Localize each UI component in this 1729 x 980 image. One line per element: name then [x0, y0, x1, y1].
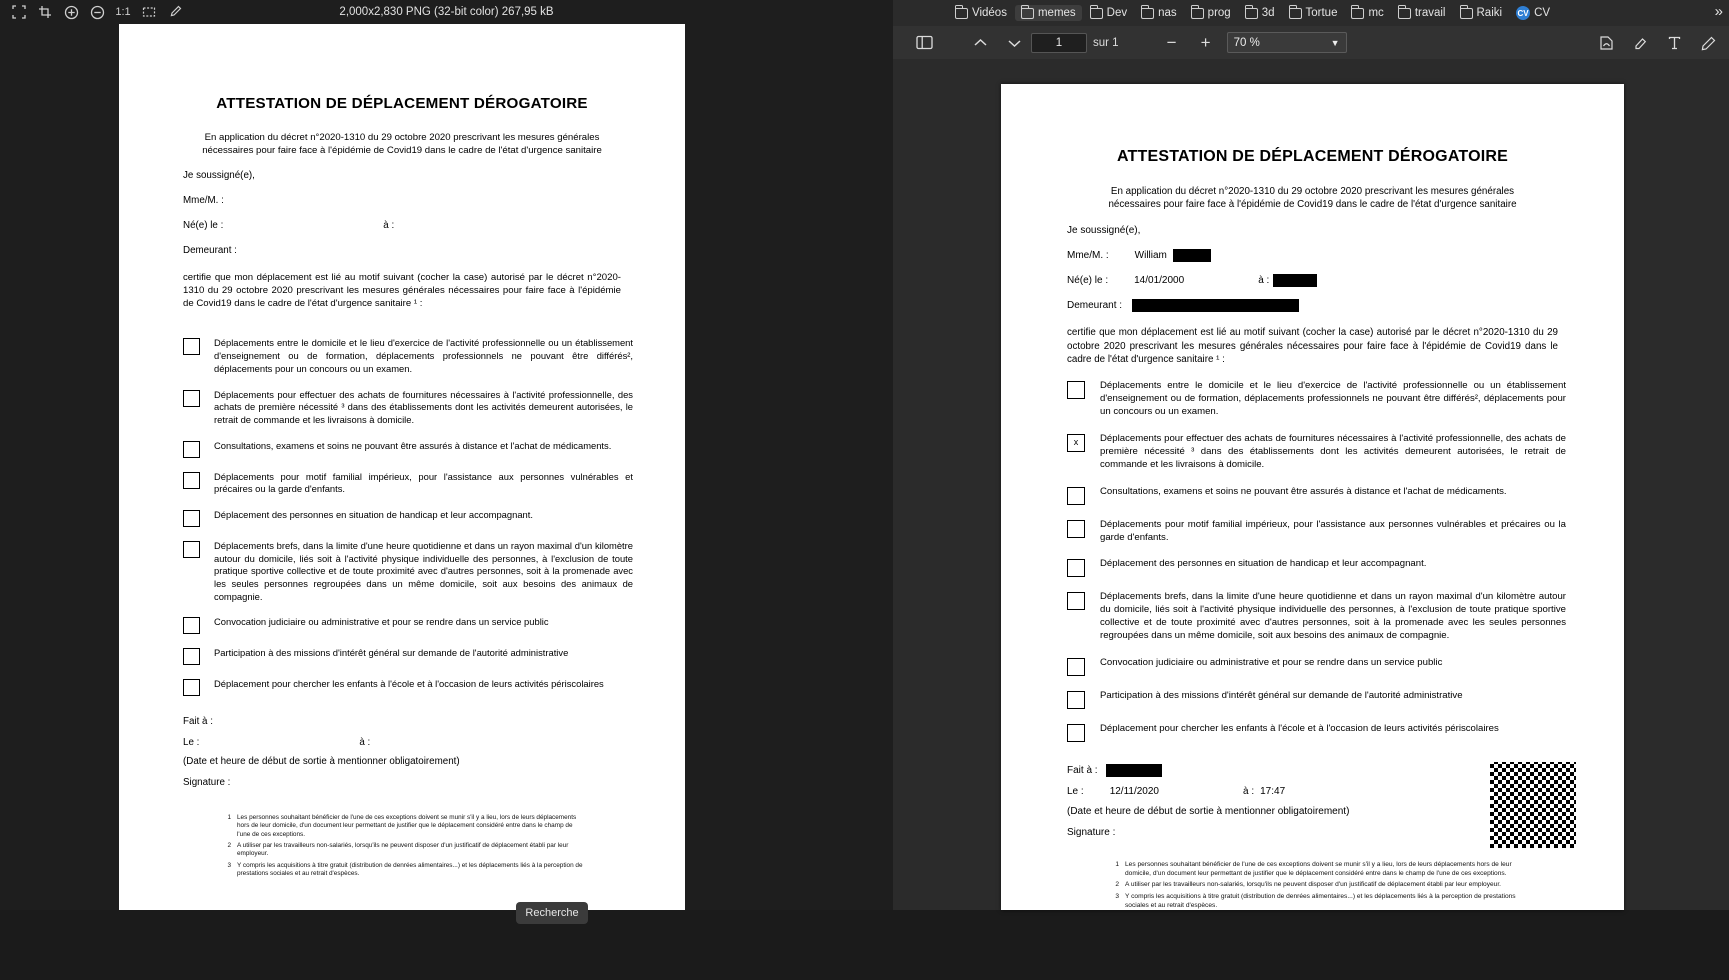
pdf-checkbox-9[interactable]: [1067, 724, 1085, 742]
pdf-checkbox-label-6: Déplacements brefs, dans la limite d'une heure quotidienne et dans un rayon maximal d'un kilomètre autour du domicile, liés soit à l'activité physique individuelle des personnes, à l'exclusion de toute pratique sportive collective et de toute proximité avec d'autres personnes, soit à la promenade avec les seules personnes regroupées dans un même domicile, soit aux besoins des animaux de compagnie.: [1100, 591, 1566, 642]
zoom-out-button[interactable]: −: [1166, 32, 1177, 52]
label-signature: Signature :: [183, 777, 231, 789]
label-fait-a: Fait à :: [183, 716, 213, 728]
note-item: [217, 862, 587, 879]
folder-icon: [1191, 8, 1204, 19]
folder-icon: [1398, 8, 1411, 19]
bookmarks-bar: [893, 0, 1729, 26]
value-demeurant-redacted: [1132, 299, 1299, 312]
pdf-doc-intro-line1: En application du décret n°2020-1310 du 29 octobre 2020 prescrivant les mesures générales: [1110, 186, 1515, 198]
folder-icon: [1090, 8, 1103, 19]
pdf-note-number: 2: [1115, 881, 1119, 889]
fit-screen-icon[interactable]: [6, 1, 32, 23]
pdf-field-mme-m: [1067, 249, 1624, 262]
toggle-sidebar-icon[interactable]: [907, 26, 941, 59]
doc-intro: [165, 132, 639, 158]
previous-page-icon[interactable]: [963, 26, 997, 59]
label-mme-m: Mme/M. :: [183, 194, 224, 206]
bookmark-nas[interactable]: [1135, 5, 1183, 21]
pdf-label-fait-a: Fait à :: [1067, 765, 1098, 777]
text-icon[interactable]: [1657, 26, 1691, 59]
pdf-note-text: Y compris les acquisitions à titre gratuit (distribution de denrées alimentaires...) et les déplacements liés à la perception de prestations sociales et au retrait d'espèces.: [1125, 893, 1516, 909]
pdf-doc-intro-line2: nécessaires pour faire face à l'épidémie de Covid19 dans le cadre de l'état d'urgence sanitaire: [1108, 199, 1517, 211]
pdf-checkbox-item[interactable]: [1067, 505, 1566, 545]
bookmark-memes[interactable]: [1015, 5, 1082, 21]
bookmark-label: memes: [1037, 7, 1076, 19]
pdf-checkbox-3[interactable]: [1067, 487, 1085, 505]
doc-intro-line2: nécessaires pour faire face à l'épidémie de Covid19 dans le cadre de l'état d'urgence sanitaire: [202, 145, 602, 156]
pdf-viewer-pane: [893, 0, 1729, 910]
pdf-label-ne-le: Né(e) le :: [1067, 274, 1109, 286]
chevron-down-icon: ▼: [1330, 37, 1340, 48]
zoom-in-button[interactable]: +: [1200, 32, 1211, 52]
bookmark-prog[interactable]: [1185, 5, 1237, 21]
folder-icon: [1245, 8, 1258, 19]
pdf-checkbox-label-1: Déplacements entre le domicile et le lieu d'exercice de l'activité professionnelle ou un établissement d'enseignement ou de formation, déplacements professionnels ne pouvant être différés², déplacements pour un concours ou un examen.: [1100, 379, 1566, 417]
next-page-icon[interactable]: [997, 26, 1031, 59]
label-heure-a: à :: [359, 737, 371, 749]
folder-icon: [1021, 8, 1034, 19]
label-ne-a: à :: [383, 219, 395, 231]
bookmark-dev[interactable]: [1084, 5, 1133, 21]
bookmark-label: CV: [1534, 7, 1551, 19]
checkbox-label-7: Convocation judiciaire ou administrative et pour se rendre dans un service public: [214, 616, 549, 628]
note-number: 2: [227, 842, 231, 850]
note-item: [217, 814, 587, 839]
image-viewer-pane: [0, 0, 893, 919]
checkbox-8[interactable]: [183, 648, 200, 665]
bookmark-3d[interactable]: [1239, 5, 1281, 21]
folder-icon: [1460, 8, 1473, 19]
checkbox-label-2: Déplacements pour effectuer des achats de fournitures nécessaires à l'activité professionnelle, des achats de première nécessité ³ dans des établissements dont les activités demeurent autorisées, le retrait de commande et les livraisons à domicile.: [214, 388, 633, 425]
bookmark-cv[interactable]: [1510, 4, 1556, 22]
bookmarks-overflow-button[interactable]: »: [1714, 3, 1723, 20]
pdf-label-ne-a: à :: [1258, 274, 1270, 286]
field-fait-a: [183, 716, 685, 729]
pdf-label-mme-m: Mme/M. :: [1067, 249, 1109, 261]
zoom-out-icon[interactable]: [84, 1, 110, 23]
checkbox-1[interactable]: [183, 338, 200, 355]
pdf-mention-text: (Date et heure de début de sortie à mentionner obligatoirement): [1067, 805, 1350, 817]
folder-icon: [955, 8, 968, 19]
bookmark-tortue[interactable]: [1283, 5, 1344, 21]
checkbox-item[interactable]: [183, 603, 633, 634]
field-le: [183, 737, 685, 750]
bookmark-mc[interactable]: [1345, 5, 1389, 21]
checkbox-label-4: Déplacements pour motif familial impérieux, pour l'assistance aux personnes vulnérables et précaires ou la garde d'enfants.: [214, 470, 633, 495]
note-text: Les personnes souhaitant bénéficier de l'une de ces exceptions doivent se munir s'il y a lieu, lors de leurs déplacements hors de leur domicile, d'un document leur permettant de justifier que le déplacement considéré entre dans le champ de l'une de ces exceptions.: [237, 814, 577, 838]
pdf-checkbox-5[interactable]: [1067, 559, 1085, 577]
pdf-note-item: [1105, 861, 1524, 878]
checkbox-label-9: Déplacement pour chercher les enfants à l'école et à l'occasion de leurs activités périscolaires: [214, 678, 604, 690]
note-text: Y compris les acquisitions à titre gratuit (distribution de denrées alimentaires...) et les déplacements liés à la perception de prestations sociales et au retrait d'espèces.: [237, 861, 583, 878]
pdf-checkbox-label-8: Participation à des missions d'intérêt général sur demande de l'autorité administrative: [1100, 690, 1463, 702]
checkbox-5[interactable]: [183, 510, 200, 527]
value-ne-le: 14/01/2000: [1134, 274, 1185, 286]
pdf-note-number: 1: [1115, 860, 1119, 868]
checkbox-label-3: Consultations, examens et soins ne pouvant être assurés à distance et l'achat de médicaments.: [214, 439, 612, 451]
bookmark-label: nas: [1158, 7, 1177, 19]
pdf-je-soussigne-label: Je soussigné(e),: [1067, 224, 1141, 236]
pdf-note-text: A utiliser par les travailleurs non-salariés, lorsqu'ils ne peuvent disposer d'un justificatif de déplacement établi par leur employeur.: [1125, 881, 1501, 889]
pdf-checkbox-item[interactable]: [1067, 544, 1566, 577]
image-status-text: 2,000x2,830 PNG (32-bit color) 267,95 kB: [339, 6, 554, 18]
bookmark-label: 3d: [1261, 7, 1275, 19]
bookmark-raiki[interactable]: [1454, 5, 1509, 21]
pdf-checkbox-label-7: Convocation judiciaire ou administrative et pour se rendre dans un service public: [1100, 657, 1443, 669]
attestation-pdf-filled: [1001, 84, 1624, 910]
cv-badge-icon: CV: [1516, 6, 1530, 20]
sign-icon[interactable]: [1589, 26, 1623, 59]
pdf-doc-items: [1001, 366, 1624, 742]
doc-certif: certifie que mon déplacement est lié au motif suivant (cocher la case) autorisé par le décret n°2020-1310 du 29 octobre 2020 prescrivant les mesures générales nécessaires pour faire face à l'épidémie de Covid19 dans le cadre de l'état d'urgence sanitaire ¹ :: [183, 271, 621, 309]
doc-intro-line1: En application du décret n°2020-1310 du 29 octobre 2020 prescrivant les mesures générales: [204, 132, 600, 144]
note-text: A utiliser par les travailleurs non-salariés, lorsqu'ils ne peuvent disposer d'un justificatif de déplacement établi par leur employeur.: [237, 842, 569, 858]
bookmark-label: mc: [1368, 7, 1384, 19]
field-ne-le: [183, 220, 685, 233]
mention-text: (Date et heure de début de sortie à mentionner obligatoirement): [183, 756, 460, 768]
draw-icon[interactable]: [1691, 26, 1725, 59]
highlight-icon[interactable]: [1623, 26, 1657, 59]
pdf-label-demeurant: Demeurant :: [1067, 300, 1123, 312]
bookmark-travail[interactable]: [1392, 5, 1452, 21]
checkbox-item[interactable]: [183, 496, 633, 527]
label-le: Le :: [183, 737, 200, 749]
value-fait-a-redacted: [1106, 764, 1162, 777]
value-le: 12/11/2020: [1109, 786, 1159, 798]
note-number: 3: [227, 861, 231, 869]
pdf-checkbox-label-3: Consultations, examens et soins ne pouvant être assurés à distance et l'achat de médicaments.: [1100, 485, 1507, 497]
pdf-doc-intro: [1053, 185, 1572, 211]
folder-icon: [1141, 8, 1154, 19]
je-soussigne-label: Je soussigné(e),: [183, 169, 255, 181]
zoom-in-icon[interactable]: [58, 1, 84, 23]
pdf-field-ne-le: [1067, 274, 1624, 287]
attestation-image-blank: [119, 24, 685, 910]
pdf-field-demeurant: [1067, 299, 1624, 312]
doc-items-blank: [119, 324, 685, 696]
page-number-input[interactable]: [1031, 33, 1087, 53]
zoom-level-select[interactable]: [1227, 32, 1347, 53]
search-button[interactable]: Recherche: [516, 902, 588, 924]
pdf-canvas[interactable]: [893, 59, 1729, 910]
pdf-doc-title: ATTESTATION DE DÉPLACEMENT DÉROGATOIRE: [1116, 148, 1508, 165]
pdf-label-signature: Signature :: [1067, 826, 1116, 838]
value-mme-m-redacted: [1173, 249, 1211, 262]
label-demeurant: Demeurant :: [183, 244, 237, 256]
bookmark-label: Raiki: [1476, 7, 1503, 19]
bookmark-label: travail: [1414, 7, 1446, 19]
pdf-checkbox-1[interactable]: [1067, 381, 1085, 399]
pdf-note-item: [1105, 893, 1524, 910]
note-number: 1: [227, 814, 231, 822]
label-ne-le: Né(e) le :: [183, 219, 224, 231]
pdf-checkbox-item[interactable]: [1067, 472, 1566, 505]
value-mme-m: William: [1134, 249, 1167, 261]
folder-icon: [1351, 8, 1364, 19]
pdf-checkbox-2[interactable]: x: [1067, 434, 1085, 452]
checkbox-label-8: Participation à des missions d'intérêt général sur demande de l'autorité administrative: [214, 647, 569, 659]
pdf-checkbox-label-2: Déplacements pour effectuer des achats de fournitures nécessaires à l'activité professionnelle, des achats de première nécessité ³ dans des établissements dont les activités demeurent autorisées, le retrait de commande et les livraisons à domicile.: [1100, 432, 1566, 470]
pdf-doc-certif: certifie que mon déplacement est lié au motif suivant (cocher la case) autorisé par le décret n°2020-1310 du 29 octobre 2020 prescrivant les mesures générales nécessaires pour faire face à l'épidémie de Covid19 dans le cadre de l'état d'urgence sanitaire ¹ :: [1067, 327, 1558, 365]
checkbox-item[interactable]: [183, 427, 633, 458]
checkbox-item[interactable]: [183, 376, 633, 427]
checkbox-6[interactable]: [183, 541, 200, 558]
pdf-note-item: [1105, 881, 1524, 890]
pdf-checkbox-label-4: Déplacements pour motif familial impérieux, pour l'assistance aux personnes vulnérables et précaires ou la garde d'enfants.: [1100, 518, 1566, 543]
value-heure: 17:47: [1260, 786, 1286, 798]
doc-title: ATTESTATION DE DÉPLACEMENT DÉROGATOIRE: [216, 95, 588, 112]
pdf-checkbox-item[interactable]: [1067, 643, 1566, 676]
color-picker-icon[interactable]: [162, 1, 188, 23]
checkbox-item[interactable]: [183, 458, 633, 496]
zoom-level-value: 70 %: [1233, 36, 1260, 49]
checkbox-label-1: Déplacements entre le domicile et le lieu d'exercice de l'activité professionnelle ou un établissement d'enseignement ou de formation, déplacements professionnels ne pouvant être différés², déplacements pour un concours ou un examen.: [214, 337, 633, 374]
pdf-doc-notes: [1105, 861, 1524, 911]
bookmark-videos[interactable]: [949, 5, 1013, 21]
bookmark-label: Tortue: [1305, 7, 1338, 19]
checkbox-label-6: Déplacements brefs, dans la limite d'une heure quotidienne et dans un rayon maximal d'un kilomètre autour du domicile, liés soit à l'activité physique individuelle des personnes, à l'exclusion de toute pratique sportive collective et de toute proximité avec d'autres personnes, soit à la promenade avec les seules personnes regroupées dans un même domicile, soit aux besoins des animaux de compagnie.: [214, 539, 633, 602]
pdf-checkbox-item[interactable]: [1067, 709, 1566, 742]
checkbox-2[interactable]: [183, 390, 200, 407]
select-icon[interactable]: [136, 1, 162, 23]
checkbox-9[interactable]: [183, 679, 200, 696]
bookmark-label: Vidéos: [972, 7, 1007, 19]
pdf-toolbar: [893, 26, 1729, 59]
page-total-label: sur 1: [1093, 36, 1119, 49]
pdf-checkbox-7[interactable]: [1067, 658, 1085, 676]
checkbox-item[interactable]: [183, 634, 633, 665]
field-demeurant: [183, 245, 685, 258]
folder-icon: [1289, 8, 1302, 19]
image-canvas[interactable]: [0, 24, 893, 919]
checkbox-item[interactable]: [183, 324, 633, 375]
checkbox-4[interactable]: [183, 472, 200, 489]
pdf-label-le: Le :: [1067, 786, 1084, 798]
qr-code: [1486, 758, 1580, 852]
doc-notes: [217, 814, 587, 878]
bookmark-label: Dev: [1106, 7, 1128, 19]
bookmark-label: prog: [1207, 7, 1231, 19]
crop-icon[interactable]: [32, 1, 58, 23]
pdf-label-heure-a: à :: [1243, 786, 1255, 798]
note-item: [217, 842, 587, 859]
checkbox-3[interactable]: [183, 441, 200, 458]
actual-size-label[interactable]: 1:1: [115, 6, 131, 18]
pdf-note-number: 3: [1115, 893, 1119, 901]
pdf-checkbox-item[interactable]: [1067, 419, 1566, 472]
checkbox-label-5: Déplacement des personnes en situation de handicap et leur accompagnant.: [214, 508, 533, 520]
pdf-note-text: Les personnes souhaitant bénéficier de l'une de ces exceptions doivent se munir s'il y a lieu, lors de leurs déplacements hors de leur domicile, d'un document leur permettant de justifier que le déplacement considéré entre dans le champ de l'une de ces exceptions.: [1125, 860, 1512, 877]
value-ne-a-redacted: [1273, 274, 1317, 287]
pdf-checkbox-8[interactable]: [1067, 691, 1085, 709]
pdf-checkbox-label-9: Déplacement pour chercher les enfants à l'école et à l'occasion de leurs activités périscolaires: [1100, 723, 1499, 735]
pdf-checkbox-item[interactable]: [1067, 577, 1566, 643]
pdf-checkbox-6[interactable]: [1067, 592, 1085, 610]
checkbox-item[interactable]: [183, 527, 633, 603]
checkbox-item[interactable]: [183, 665, 633, 696]
checkbox-7[interactable]: [183, 617, 200, 634]
pdf-checkbox-4[interactable]: [1067, 520, 1085, 538]
pdf-checkbox-item[interactable]: [1067, 366, 1566, 419]
field-mme-m: [183, 195, 685, 208]
pdf-checkbox-label-5: Déplacement des personnes en situation de handicap et leur accompagnant.: [1100, 558, 1427, 570]
pdf-checkbox-item[interactable]: [1067, 676, 1566, 709]
image-viewer-toolbar: [0, 0, 893, 24]
